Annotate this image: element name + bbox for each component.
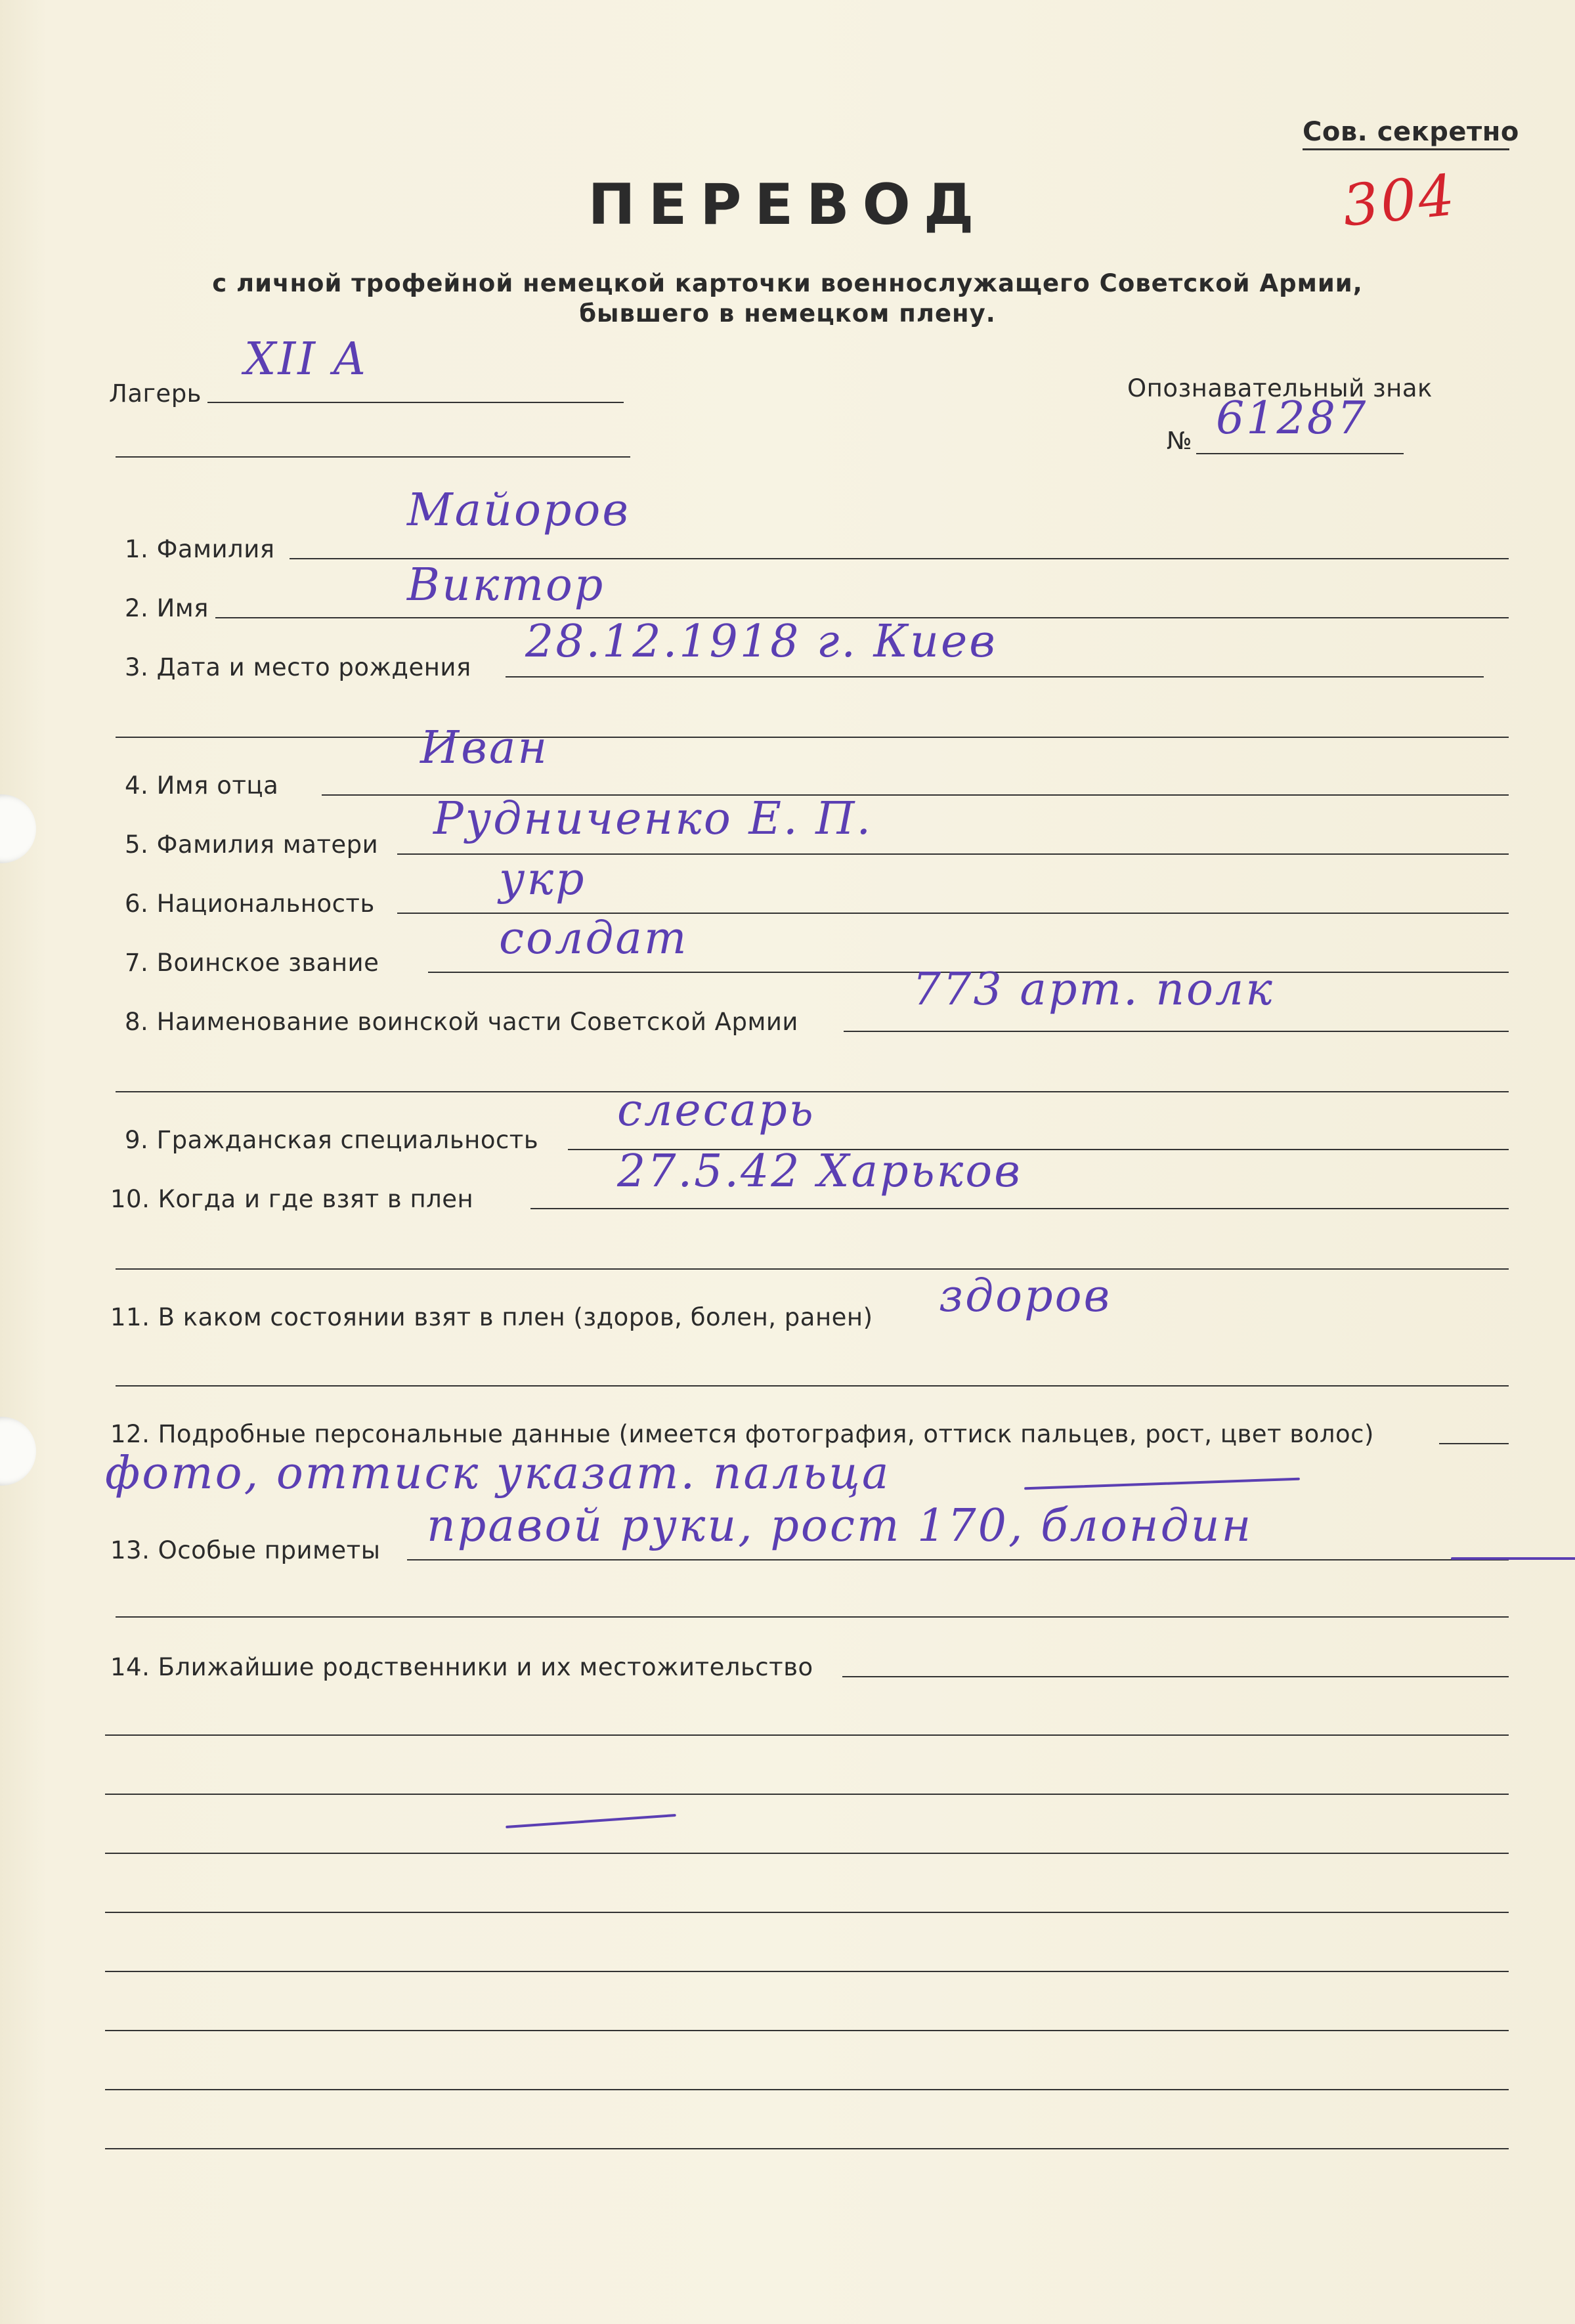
birth-date-place-value: 28.12.1918 г. Киев bbox=[525, 616, 997, 668]
field-label-11: 11. В каком состоянии взят в плен (здоров, болен, ранен) bbox=[110, 1303, 873, 1331]
field-line-13b bbox=[116, 1616, 1509, 1618]
field-label-3: 3. Дата и место рождения bbox=[125, 653, 471, 681]
field-label-8: 8. Наименование воинской части Советской Армии bbox=[125, 1008, 798, 1036]
mother-surname-value: Рудниченко Е. П. bbox=[433, 793, 873, 845]
classification-underline bbox=[1303, 148, 1509, 150]
field-line-3b bbox=[116, 737, 1509, 738]
field-line-8 bbox=[844, 1031, 1509, 1032]
military-unit-value: 773 арт. полк bbox=[913, 964, 1274, 1016]
blank-line-1 bbox=[105, 1734, 1509, 1736]
classification-stamp: Сов. секретно bbox=[1303, 117, 1519, 147]
blank-line-7 bbox=[105, 2089, 1509, 2090]
civil-profession-value: слесарь bbox=[617, 1085, 815, 1136]
field-line-10b bbox=[116, 1268, 1509, 1270]
document-title: ПЕРЕВОД bbox=[588, 172, 987, 238]
capture-condition-value: здоров bbox=[939, 1270, 1112, 1322]
field-line-12 bbox=[1439, 1443, 1509, 1444]
blank-line-2 bbox=[105, 1794, 1509, 1795]
tag-label: Опознавательный знак bbox=[1127, 374, 1433, 402]
camp-line bbox=[207, 402, 624, 403]
camp-line-2 bbox=[116, 456, 630, 458]
field-label-5: 5. Фамилия матери bbox=[125, 830, 379, 859]
field-line-3 bbox=[506, 676, 1484, 678]
tag-number-sign: № bbox=[1167, 427, 1192, 455]
blank-line-3 bbox=[105, 1853, 1509, 1854]
field-label-12: 12. Подробные персональные данные (имеется фотография, оттиск пальцев, рост, цвет волос) bbox=[110, 1420, 1374, 1448]
rank-value: солдат bbox=[499, 913, 689, 964]
camp-label: Лагерь bbox=[109, 379, 202, 408]
capture-date-place-value: 27.5.42 Харьков bbox=[617, 1146, 1022, 1197]
blank-line-6 bbox=[105, 2030, 1509, 2031]
field-label-10: 10. Когда и где взят в плен bbox=[110, 1185, 474, 1213]
personal-data-underline bbox=[1024, 1478, 1300, 1490]
field-line-10 bbox=[530, 1208, 1509, 1209]
field-label-4: 4. Имя отца bbox=[125, 771, 279, 800]
blank-line-8 bbox=[105, 2148, 1509, 2149]
punch-hole-bottom bbox=[0, 1417, 36, 1486]
tag-value: 61287 bbox=[1216, 393, 1368, 444]
field-line-1b bbox=[1401, 558, 1509, 559]
field-label-1: 1. Фамилия bbox=[125, 535, 275, 563]
field-label-14: 14. Ближайшие родственники и их местожительство bbox=[110, 1653, 813, 1681]
field-label-9: 9. Гражданская специальность bbox=[125, 1126, 539, 1154]
father-name-value: Иван bbox=[420, 722, 550, 774]
field-line-14 bbox=[842, 1676, 1509, 1677]
surname-value: Майоров bbox=[407, 484, 630, 536]
blank-line-4 bbox=[105, 1912, 1509, 1913]
field-label-6: 6. Национальность bbox=[125, 890, 375, 918]
pen-stroke bbox=[506, 1814, 676, 1828]
special-marks-underline bbox=[1451, 1557, 1575, 1560]
blank-line-5 bbox=[105, 1971, 1509, 1972]
field-label-2: 2. Имя bbox=[125, 594, 209, 622]
tag-line bbox=[1196, 453, 1404, 454]
camp-value: XII A bbox=[244, 334, 368, 385]
field-label-7: 7. Воинское звание bbox=[125, 949, 379, 977]
document-subtitle-line1: с личной трофейной немецкой карточки военнослужащего Советской Армии, bbox=[212, 269, 1363, 297]
punch-hole-top bbox=[0, 794, 36, 863]
personal-data-value: фото, оттиск указат. пальца bbox=[105, 1448, 891, 1499]
special-marks-value: правой руки, рост 170, блондин bbox=[427, 1500, 1253, 1552]
nationality-value: укр bbox=[499, 853, 586, 905]
first-name-value: Виктор bbox=[407, 559, 605, 611]
register-number: 304 bbox=[1339, 162, 1459, 240]
field-line-11 bbox=[116, 1385, 1509, 1387]
field-line-13 bbox=[407, 1559, 1509, 1560]
field-label-13: 13. Особые приметы bbox=[110, 1536, 381, 1564]
document-subtitle-line2: бывшего в немецком плену. bbox=[579, 299, 996, 328]
